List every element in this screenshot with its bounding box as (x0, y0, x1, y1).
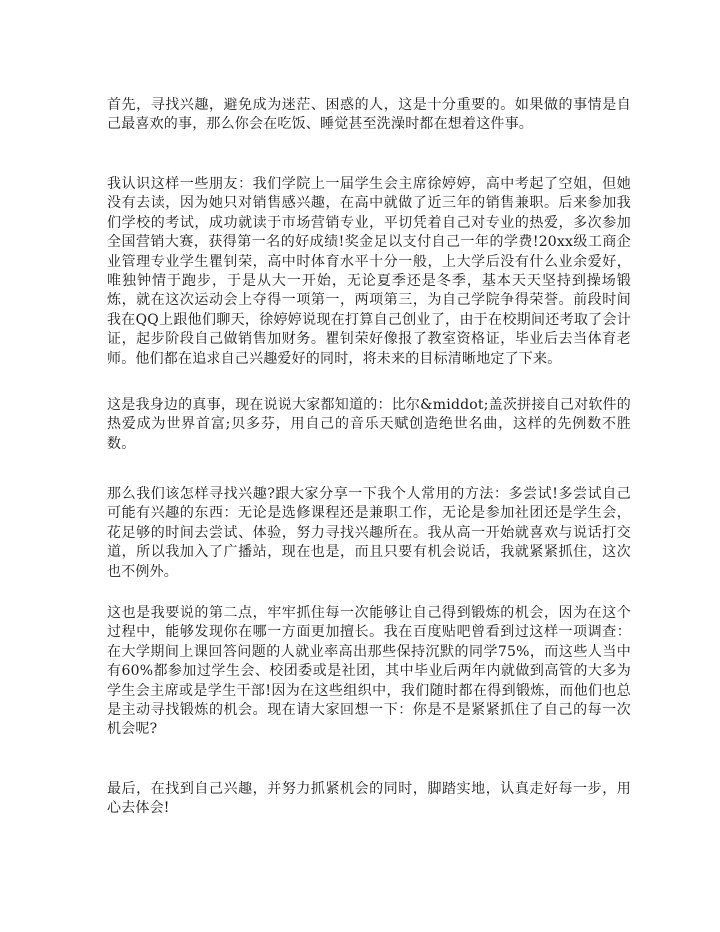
paragraph-seize-opportunities: 这也是我要说的第二点，牢牢抓住每一次能够让自己得到锻炼的机会，因为在这个过程中，能够发现你在哪一方面更加擅长。我在百度贴吧曾看到过这样一项调查：在大学期间上课回答问题的人就业率高出那些保持沉默的同学75%，而这些人当中有60%都参加过学生会、校团委或是社团，其中毕业后两年内就做到高管的大多为学生会主席或是学生干部!因为在这些组织中，我们随时都在得到锻炼，而他们也总是主动寻找锻炼的机会。现在请大家回想一下：你是不是紧紧抓住了自己的每一次机会呢? (107, 605, 631, 738)
paragraph-find-interest: 首先，寻找兴趣，避免成为迷茫、困惑的人，这是十分重要的。如果做的事情是自己最喜欢的事，那么你会在吃饭、睡觉甚至洗澡时都在想着这件事。 (107, 97, 631, 133)
paragraph-conclusion: 最后，在找到自己兴趣，并努力抓紧机会的同时，脚踏实地，认真走好每一步，用心去体会! (107, 781, 631, 817)
paragraph-famous-examples: 这是我身边的真事，现在说说大家都知道的：比尔&middot;盖茨拼接自己对软件的热爱成为世界首富;贝多芬，用自己的音乐天赋创造绝世名曲，这样的先例数不胜数。 (107, 397, 631, 452)
paragraph-how-to-find-interest: 那么我们该怎样寻找兴趣?跟大家分享一下我个人常用的方法：多尝试!多尝试自己可能有兴趣的东西：无论是选修课程还是兼职工作，无论是参加社团还是学生会，花足够的时间去尝试、体验，努力寻找兴趣所在。我从高一开始就喜欢与说话打交道，所以我加入了广播站，现在也是，而且只要有机会说话，我就紧紧抓住，这次也不例外。 (107, 486, 631, 580)
paragraph-friends-examples: 我认识这样一些朋友：我们学院上一届学生会主席徐婷婷，高中考起了空姐，但她没有去读，因为她只对销售感兴趣，在高中就做了近三年的销售兼职。后来参加我们学校的考试，成功就读于市场营销专业，平切凭着自己对专业的热爱，多次参加全国营销大赛，获得第一名的好成绩!奖金足以支付自己一年的学费!20xx级工商企业管理专业学生瞿钊荣，高中时体育水平十分一般，上大学后没有什么业余爱好，唯独钟情于跑步，于是从大一开始，无论夏季还是冬季，基本天天坚持到操场锻炼，就在这次运动会上夺得一项第一，两项第三，为自己学院争得荣誉。前段时间我在QQ上跟他们聊天，徐婷婷说现在打算自己创业了，由于在校期间还考取了会计证，起步阶段自己做销售加财务。瞿钊荣好像报了教室资格证，毕业后去当体育老师。他们都在追求自己兴趣爱好的同时，将未来的目标清晰地定了下来。 (107, 176, 631, 367)
